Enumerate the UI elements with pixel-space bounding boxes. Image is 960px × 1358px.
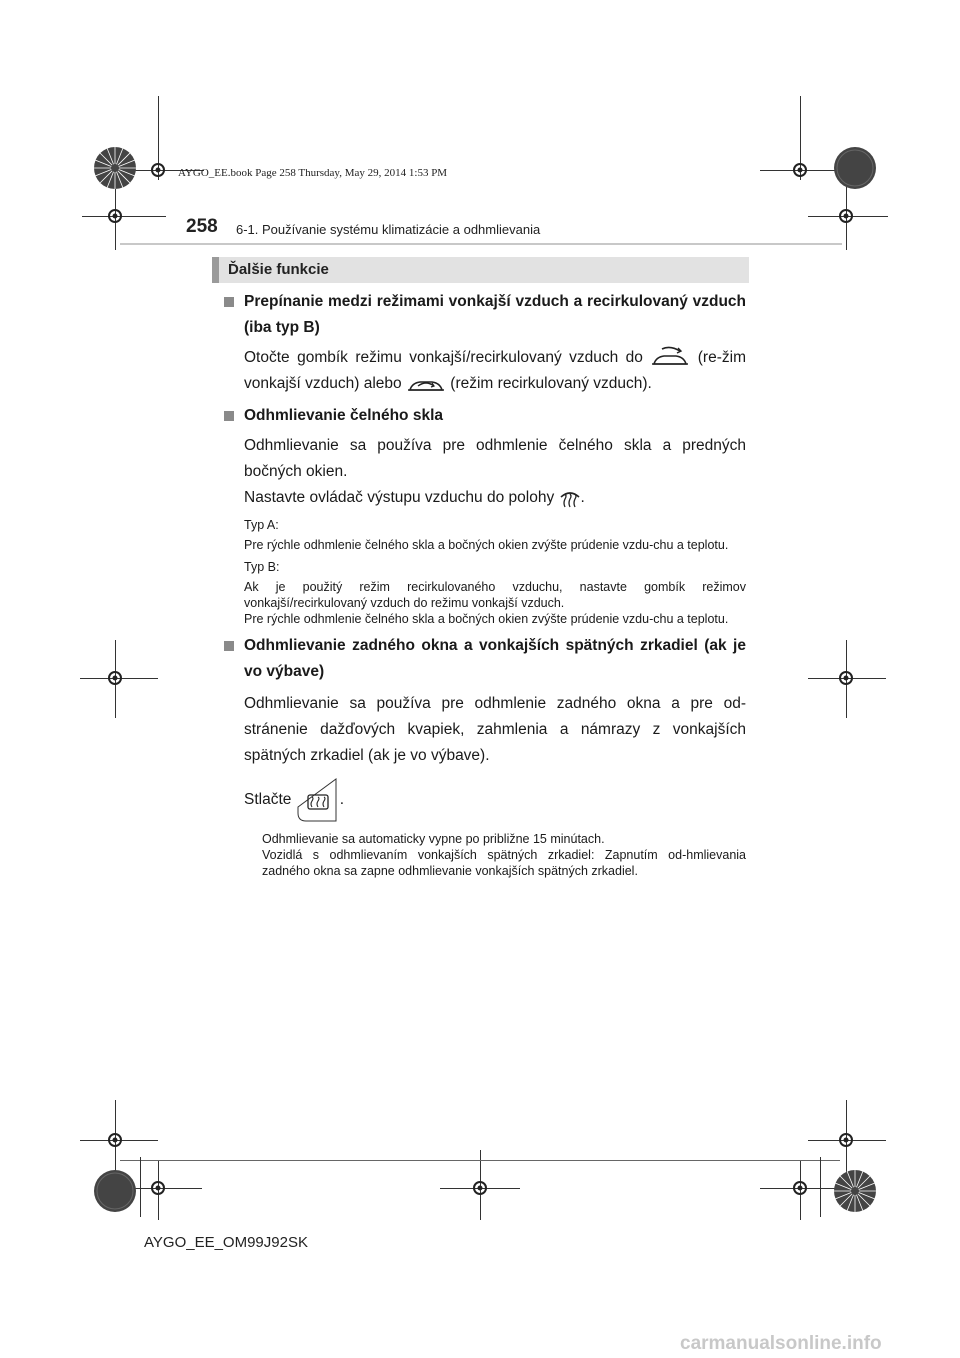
heading-windshield: Odhmlievanie čelného skla: [224, 403, 746, 429]
bullet-square-icon: [224, 297, 234, 307]
book-stamp: AYGO_EE.book Page 258 Thursday, May 29, 2014 1:53 PM: [178, 167, 448, 179]
paragraph-rear: Odhmlievanie sa používa pre odhmlenie zadného okna a pre od-stránenie dažďových kvapiek, zahmlenia a námrazy z vonkajších spätných zrkadiel (ak je vo výbave).: [244, 695, 746, 764]
recirculated-air-icon: [406, 372, 446, 396]
registration-mark-icon: [832, 1168, 878, 1214]
type-b-text-2: Pre rýchle odhmlenie čelného skla a bočných okien zvýšte prúdenie vzdu-chu a teplotu.: [244, 612, 729, 626]
crosshair-mark: [105, 1130, 125, 1150]
press-instruction: Stlačte .: [224, 777, 746, 823]
footer-code: AYGO_EE_OM99J92SK: [144, 1234, 308, 1251]
rear-defog-button-icon: [296, 777, 340, 823]
watermark: carmanualsonline.info: [680, 1333, 882, 1354]
crosshair-mark: [790, 1178, 810, 1198]
crosshair-mark: [836, 206, 856, 226]
registration-mark-icon: [92, 1168, 138, 1214]
outside-air-icon: [650, 346, 690, 370]
crosshair-mark: [148, 160, 168, 180]
type-a-label: Typ A:: [244, 518, 279, 532]
crosshair-mark: [836, 1130, 856, 1150]
page-number: 258: [186, 216, 218, 237]
paragraph-windshield-2: Nastavte ovládač výstupu vzduchu do polohy .: [224, 485, 746, 511]
registration-mark-icon: [92, 145, 138, 191]
windshield-defog-icon: [559, 487, 581, 509]
section-bar: [212, 257, 749, 283]
section-title: Ďalšie funkcie: [228, 261, 329, 278]
type-a-text: Pre rýchle odhmlenie čelného skla a bočných okien zvýšte prúdenie vzdu-chu a teplotu.: [244, 538, 729, 552]
header-rule: [120, 243, 842, 245]
type-b-label: Typ B:: [244, 560, 280, 574]
crosshair-mark: [470, 1178, 490, 1198]
crosshair-mark: [148, 1178, 168, 1198]
bullet-square-icon: [224, 641, 234, 651]
paragraph-recirc: Otočte gombík režimu vonkajší/recirkulovaný vzduch do (re-žim vonkajší vzduch) alebo (režim recirkulovaný vzduch).: [224, 345, 746, 397]
bullet-square-icon: [224, 411, 234, 421]
registration-mark-icon: [832, 145, 878, 191]
crosshair-mark: [105, 668, 125, 688]
crosshair-mark: [836, 668, 856, 688]
heading-rear-defog: Odhmlievanie zadného okna a vonkajších spätných zrkadiel (ak je vo výbave): [224, 633, 746, 685]
main-content: [224, 289, 746, 879]
crosshair-mark: [790, 160, 810, 180]
paragraph-windshield-1: Odhmlievanie sa používa pre odhmlenie čelného skla a predných bočných okien.: [244, 437, 746, 480]
heading-recirc: Prepínanie medzi režimami vonkajší vzduch a recirkulovaný vzduch (iba typ B): [224, 289, 746, 341]
note-2: Vozidlá s odhmlievaním vonkajších spätných zrkadiel: Zapnutím od-hmlievania zadného okna sa zapne odhmlievanie vonkajších spätných zrkadiel.: [262, 848, 746, 878]
running-head: 6-1. Používanie systému klimatizácie a odhmlievania: [236, 222, 541, 237]
type-b-text-1: Ak je použitý režim recirkulovaného vzduchu, nastavte gombík režimov vonkajší/recirkulovaný vzduch do režimu vonkajší vzduch.: [244, 580, 746, 610]
note-1: Odhmlievanie sa automaticky vypne po približne 15 minútach.: [262, 832, 605, 846]
crosshair-mark: [105, 206, 125, 226]
